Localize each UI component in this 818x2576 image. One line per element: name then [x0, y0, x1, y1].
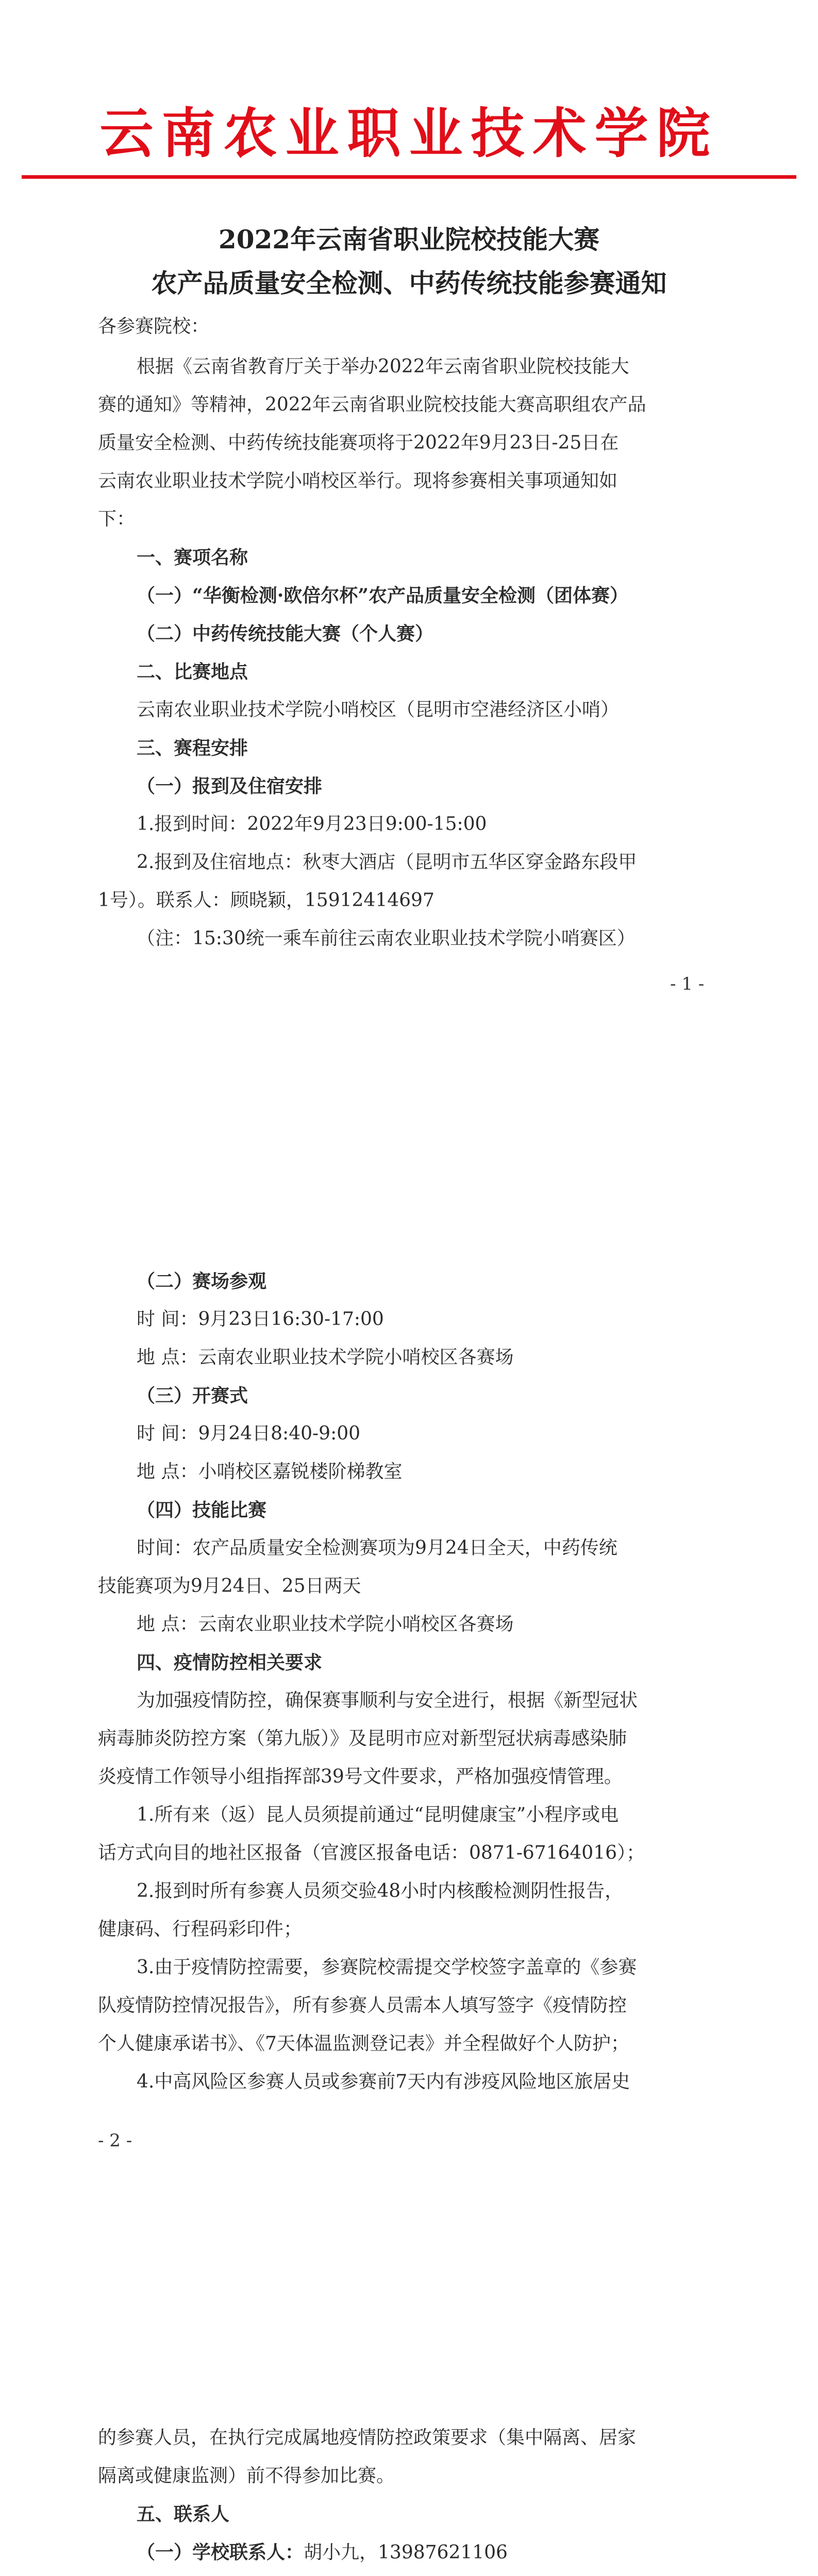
- doc-title-line1: 2022年云南省职业院校技能大赛: [218, 224, 600, 255]
- intro-line: 云南农业职业技术学院小哨校区举行。现将参赛相关事项通知如: [98, 470, 618, 492]
- page-number: - 1 -: [670, 974, 705, 994]
- paragraph-line: 炎疫情工作领导小组指挥部39号文件要求，严格加强疫情管理。: [98, 1766, 623, 1787]
- subsection-heading: （一）报到及住宿安排: [137, 775, 323, 797]
- paragraph-line: 为加强疫情防控，确保赛事顺利与安全进行，根据《新型冠状: [137, 1690, 638, 1711]
- schedule-line: 地 点：云南农业职业技术学院小哨校区各赛场: [137, 1614, 514, 1635]
- section-heading: 五、联系人: [137, 2503, 230, 2525]
- paragraph-line: 话方式向目的地社区报备（官渡区报备电话：0871-67164016）；: [98, 1842, 645, 1863]
- schedule-line: 技能赛项为9月24日、25日两天: [98, 1575, 361, 1597]
- schedule-line: 1号）。联系人：顾晓颖，15912414697: [98, 890, 435, 911]
- page-1: [0, 0, 818, 1157]
- section-item: （二）中药传统技能大赛（个人赛）: [137, 623, 434, 645]
- red-header-rule: [22, 175, 796, 179]
- paragraph-line: 1.所有来（返）昆人员须提前通过“昆明健康宝”小程序或电: [137, 1804, 619, 1825]
- paragraph-line: 个人健康承诺书》、《7天体温监测登记表》并全程做好个人防护；: [98, 2033, 629, 2054]
- schedule-line: 2.报到及住宿地点：秋枣大酒店（昆明市五华区穿金路东段甲: [137, 852, 637, 873]
- paragraph-line: 队疫情防控情况报告》，所有参赛人员需本人填写签字《疫情防控: [98, 1995, 627, 2016]
- section-item: （一）“华衡检测·欧倍尔杯”农产品质量安全检测（团体赛）: [137, 585, 628, 606]
- schedule-line: 时间：农产品质量安全检测赛项为9月24日全天，中药传统: [137, 1537, 617, 1558]
- salutation: 各参赛院校：: [98, 316, 210, 337]
- schedule-line: 时 间：9月23日16:30-17:00: [137, 1309, 384, 1330]
- paragraph-line: 4.中高风险区参赛人员或参赛前7天内有涉疫风险地区旅居史: [137, 2071, 630, 2092]
- paragraph-line: 病毒肺炎防控方案（第九版）》及昆明市应对新型冠状病毒感染肺: [98, 1728, 627, 1749]
- section-heading: 二、比赛地点: [137, 661, 248, 683]
- contact-label: （一）学校联系人：: [137, 2541, 304, 2563]
- schedule-line: 地 点：云南农业职业技术学院小哨校区各赛场: [137, 1347, 514, 1368]
- doc-title-line2: 农产品质量安全检测、中药传统技能参赛通知: [151, 268, 667, 298]
- paragraph-line: 2.报到时所有参赛人员须交验48小时内核酸检测阴性报告，: [137, 1880, 624, 1902]
- contact-line: [137, 2541, 508, 2564]
- paragraph-line: 隔离或健康监测）前不得参加比赛。: [98, 2465, 395, 2486]
- venue-text: 云南农业职业技术学院小哨校区（昆明市空港经济区小哨）: [137, 699, 620, 720]
- section-heading: 四、疫情防控相关要求: [137, 1652, 323, 1673]
- schedule-note: （注：15:30统一乘车前往云南农业职业技术学院小哨赛区）: [137, 928, 636, 949]
- school-name-header: 云南农业职业技术学院: [99, 101, 719, 165]
- schedule-line: 1.报到时间：2022年9月23日9:00-15:00: [137, 814, 487, 835]
- intro-line: 赛的通知》等精神，2022年云南省职业院校技能大赛高职组农产品: [98, 394, 646, 415]
- paragraph-line: 3.由于疫情防控需要，参赛院校需提交学校签字盖章的《参赛: [137, 1957, 637, 1978]
- schedule-line: 地 点：小哨校区嘉锐楼阶梯教室: [137, 1461, 403, 1482]
- paragraph-line: 的参赛人员，在执行完成属地疫情防控政策要求（集中隔离、居家: [98, 2427, 637, 2448]
- page-2: [0, 1157, 818, 2313]
- subsection-heading: （三）开赛式: [137, 1385, 248, 1406]
- page-number: - 2 -: [98, 2130, 132, 2151]
- intro-line: 下：: [98, 509, 136, 530]
- schedule-line: 时 间：9月24日8:40-9:00: [137, 1423, 361, 1444]
- section-heading: 一、赛项名称: [137, 547, 248, 568]
- subsection-heading: （四）技能比赛: [137, 1499, 267, 1521]
- contact-value: 胡小九，13987621106: [304, 2542, 508, 2563]
- intro-line: 质量安全检测、中药传统技能赛项将于2022年9月23日-25日在: [98, 432, 619, 453]
- subsection-heading: （二）赛场参观: [137, 1270, 267, 1292]
- section-heading: 三、赛程安排: [137, 737, 248, 759]
- paragraph-line: 健康码、行程码彩印件；: [98, 1919, 303, 1940]
- page-3: [0, 2313, 818, 2576]
- intro-line: 根据《云南省教育厅关于举办2022年云南省职业院校技能大: [137, 356, 629, 377]
